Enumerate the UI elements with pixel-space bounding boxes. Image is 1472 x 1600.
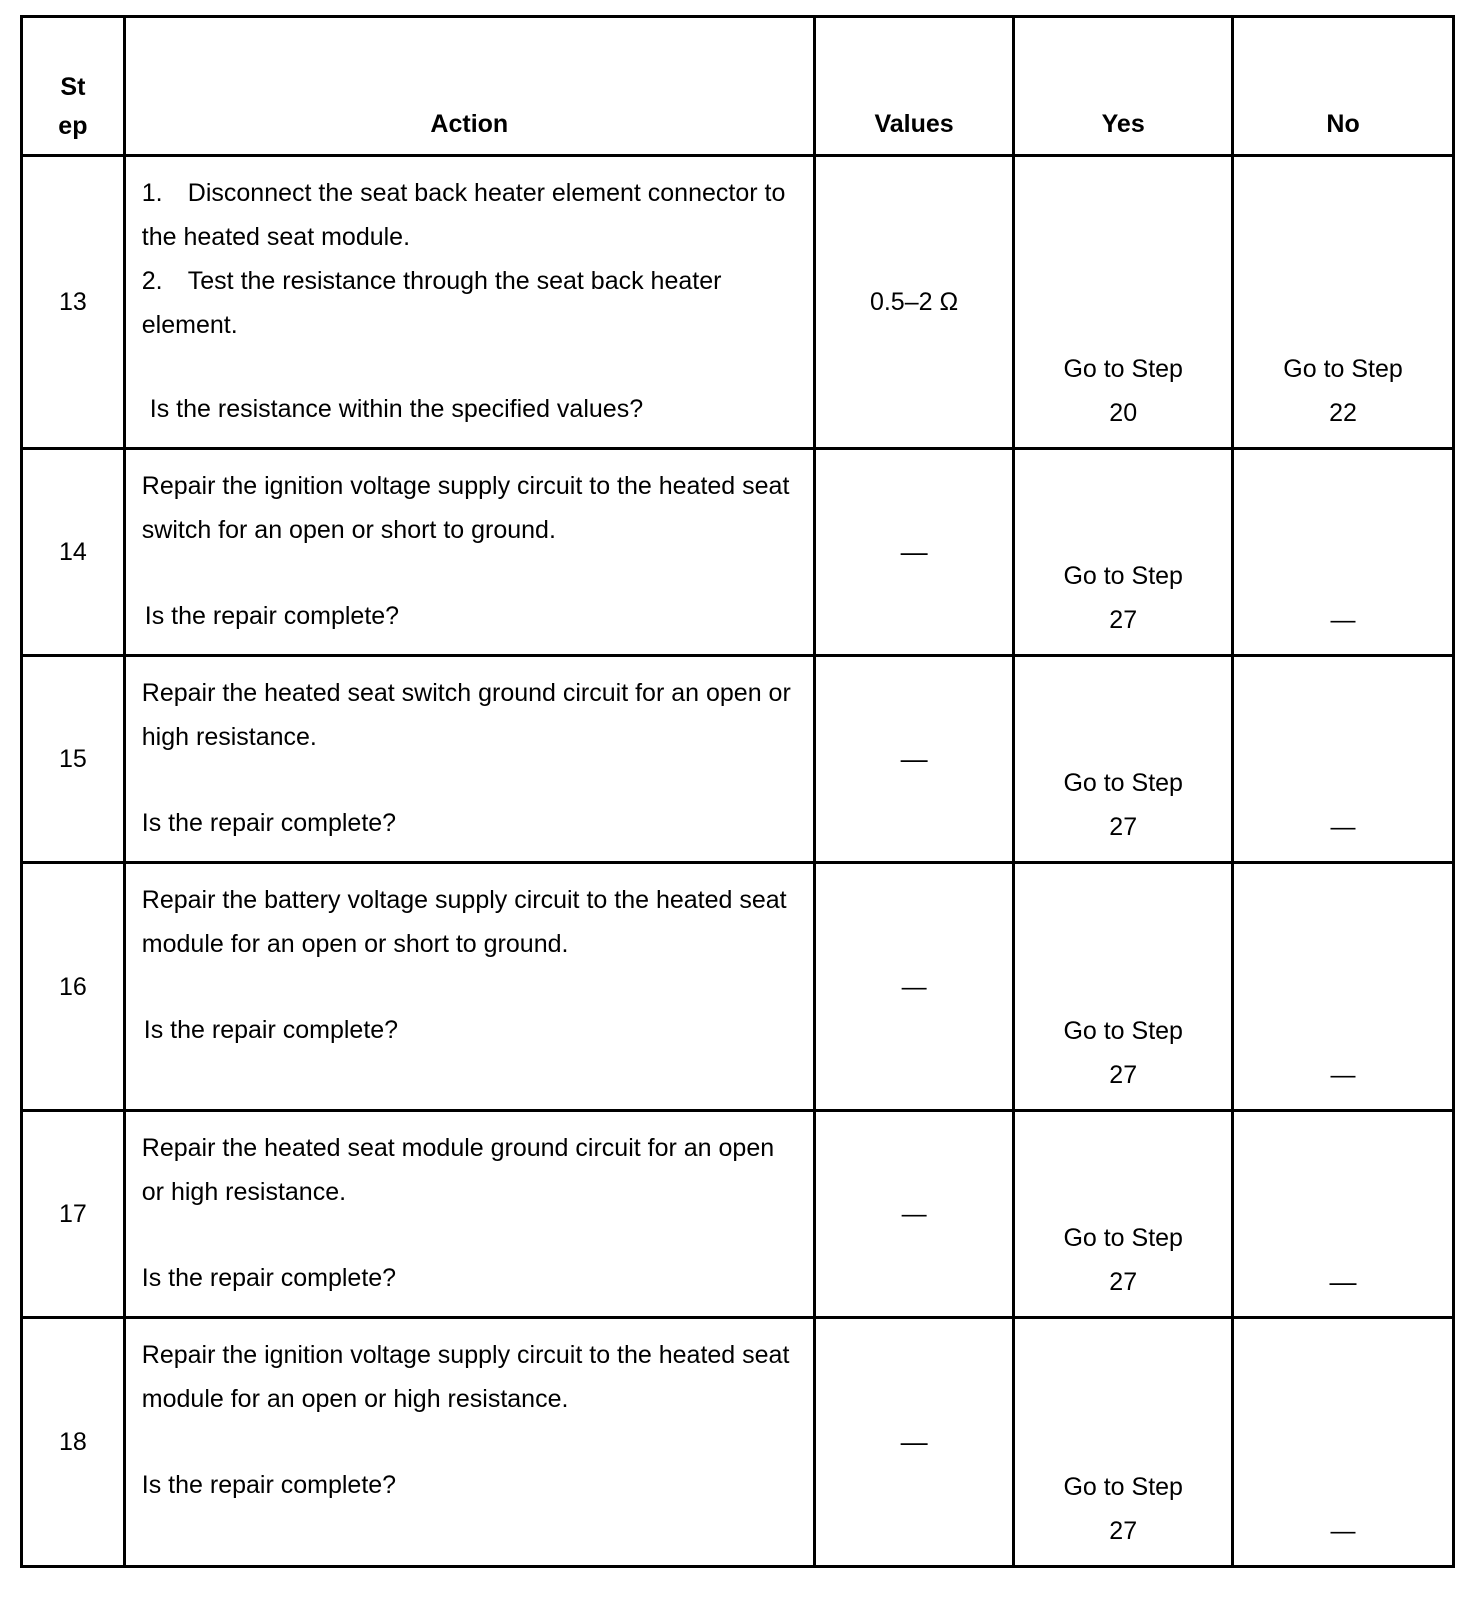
no-cell — [1233, 156, 1454, 449]
action-text: Repair the ignition voltage supply circuit to the heated seat switch for an open or short to ground. — [141, 472, 790, 544]
values-cell: — — [814, 1111, 1013, 1318]
action-list-item — [142, 259, 797, 347]
table-row — [22, 1111, 1454, 1318]
action-question: Is the repair complete? — [141, 809, 397, 837]
yes-go-to-label: Go to Step — [1063, 355, 1183, 383]
step-number: 14 — [22, 449, 125, 656]
action-question: Is the resistance within the specified values? — [149, 395, 644, 423]
yes-go-to-label: Go to Step — [1063, 769, 1183, 797]
yes-cell — [1014, 1318, 1233, 1567]
action-question: Is the repair complete? — [144, 602, 400, 630]
values-cell: — — [814, 1318, 1013, 1567]
yes-go-to-label: Go to Step — [1063, 1224, 1183, 1252]
header-no: No — [1233, 17, 1454, 156]
yes-step-number: 20 — [1109, 399, 1138, 427]
values-cell: 0.5–2 Ω — [814, 156, 1013, 449]
action-text: Repair the battery voltage supply circuit to the heated seat module for an open or short to ground. — [141, 886, 787, 958]
yes-cell — [1014, 1111, 1233, 1318]
action-question: Is the repair complete? — [141, 1471, 397, 1499]
yes-go-to-label: Go to Step — [1063, 562, 1183, 590]
header-yes: Yes — [1014, 17, 1233, 156]
values-cell: — — [814, 449, 1013, 656]
yes-cell — [1014, 156, 1233, 449]
no-cell: — — [1233, 1318, 1454, 1567]
action-cell — [124, 863, 814, 1111]
action-list-item — [142, 171, 797, 259]
diagnostic-steps-table — [20, 15, 1455, 1568]
yes-go-to-label: Go to Step — [1063, 1473, 1183, 1501]
step-number: 17 — [22, 1111, 125, 1318]
action-cell — [124, 1111, 814, 1318]
step-number: 15 — [22, 656, 125, 863]
no-go-to-label: Go to Step — [1283, 355, 1403, 383]
table-row — [22, 863, 1454, 1111]
list-item-text: Test the resistance through the seat back heater element. — [141, 267, 722, 339]
action-text: Repair the heated seat switch ground circuit for an open or high resistance. — [141, 679, 791, 751]
action-question: Is the repair complete? — [141, 1264, 397, 1292]
no-step-number: 22 — [1329, 399, 1357, 427]
table-row — [22, 1318, 1454, 1567]
list-item-text: Disconnect the seat back heater element connector to the heated seat module. — [141, 179, 786, 251]
diagnostic-table-container — [20, 15, 1455, 1568]
no-cell: — — [1233, 656, 1454, 863]
step-number: 13 — [22, 156, 125, 449]
action-text: Repair the heated seat module ground circuit for an open or high resistance. — [141, 1134, 775, 1206]
yes-step-number: 27 — [1109, 813, 1138, 841]
yes-cell — [1014, 656, 1233, 863]
step-number: 16 — [22, 863, 125, 1111]
header-step — [22, 17, 125, 156]
header-values: Values — [814, 17, 1013, 156]
action-question: Is the repair complete? — [143, 1016, 399, 1044]
values-cell: — — [814, 863, 1013, 1111]
yes-cell — [1014, 449, 1233, 656]
yes-go-to-label: Go to Step — [1063, 1017, 1183, 1045]
step-number: 18 — [22, 1318, 125, 1567]
no-cell: — — [1233, 1111, 1454, 1318]
yes-cell — [1014, 863, 1233, 1111]
no-cell: — — [1233, 863, 1454, 1111]
table-row — [22, 656, 1454, 863]
yes-step-number: 27 — [1109, 606, 1138, 634]
action-cell — [124, 156, 814, 449]
table-row — [22, 449, 1454, 656]
action-cell — [124, 656, 814, 863]
table-row — [22, 156, 1454, 449]
list-item-number: 1. — [141, 179, 163, 207]
header-action: Action — [124, 17, 814, 156]
header-step-line2: ep — [58, 112, 88, 140]
no-cell: — — [1233, 449, 1454, 656]
header-step-line1: St — [60, 73, 86, 101]
yes-step-number: 27 — [1109, 1517, 1138, 1545]
values-cell: — — [814, 656, 1013, 863]
yes-step-number: 27 — [1109, 1061, 1138, 1089]
yes-step-number: 27 — [1109, 1268, 1138, 1296]
list-item-number: 2. — [141, 267, 163, 295]
action-cell — [124, 1318, 814, 1567]
table-header-row — [22, 17, 1454, 156]
action-text: Repair the ignition voltage supply circuit to the heated seat module for an open or high resistance. — [141, 1341, 790, 1413]
action-cell — [124, 449, 814, 656]
